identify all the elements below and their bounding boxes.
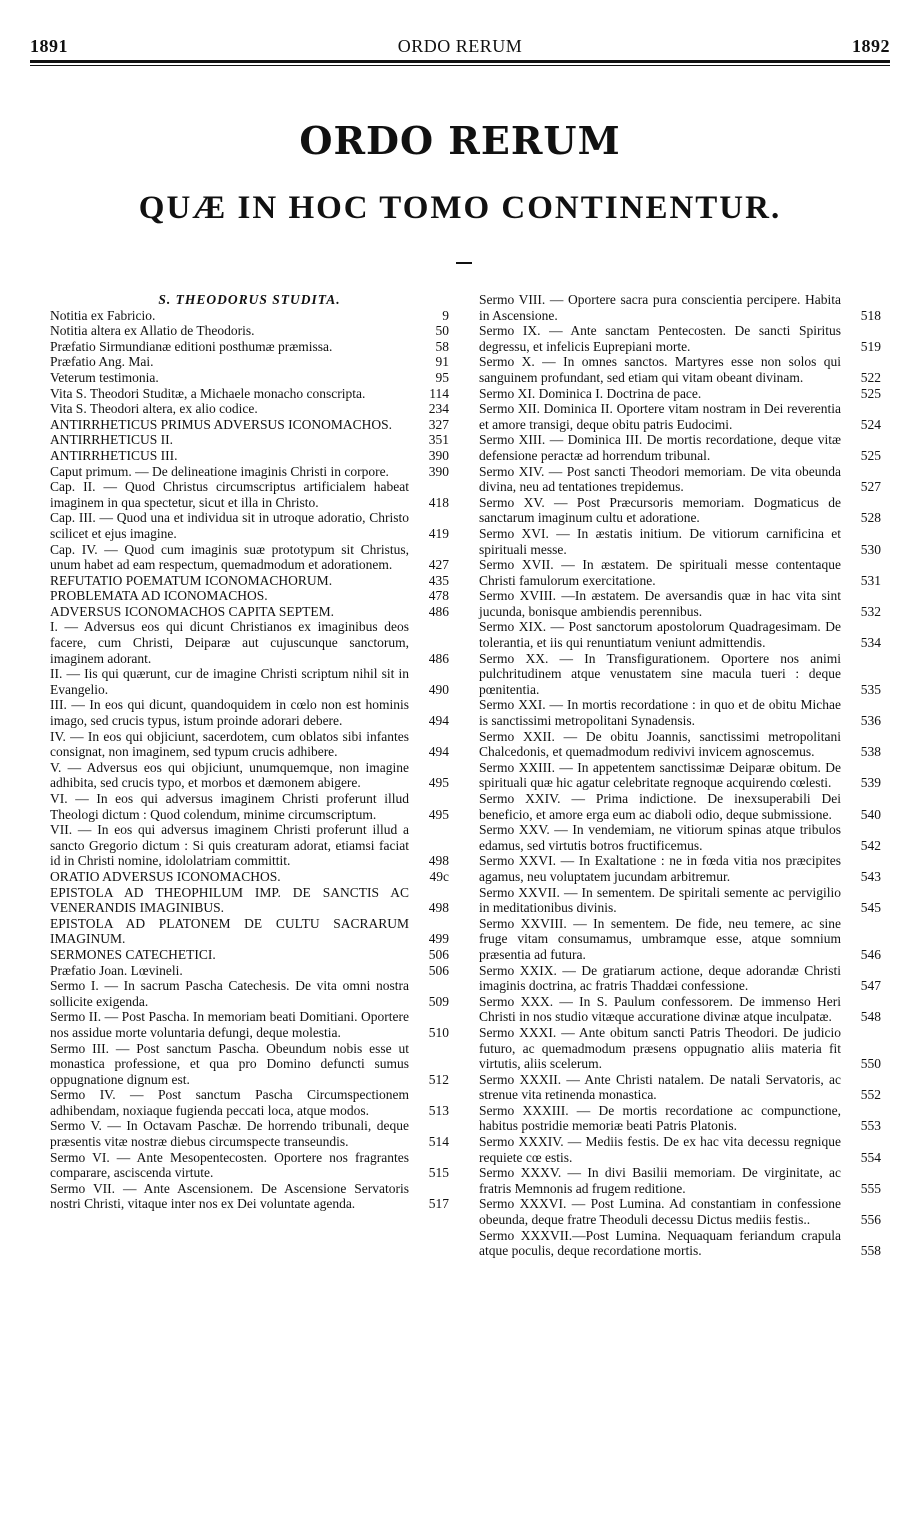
toc-entry bbox=[479, 401, 881, 432]
entry-page-number: 351 bbox=[428, 432, 449, 448]
entry-text: Sermo XXIX. — De gratiarum actione, deque adorandæ Christi imaginis doctrina, ac fratris Thaddæi confessione. bbox=[479, 962, 841, 994]
entry-page-number: 494 bbox=[428, 744, 449, 760]
entry-page-number: 498 bbox=[428, 853, 449, 869]
entry-text: EPISTOLA AD PLATONEM DE CULTU SACRARUM IMAGINUM. bbox=[50, 915, 409, 947]
left-entries-list bbox=[50, 308, 449, 1212]
toc-entry bbox=[50, 542, 449, 573]
toc-entry bbox=[479, 557, 881, 588]
entry-text: Sermo XXV. — In vendemiam, ne vitiorum spinas atque tribulos edamus, sed virtutis botros fructificemus. bbox=[479, 822, 841, 853]
entry-text: Sermo V. — In Octavam Paschæ. De horrendo tribunali, deque præsentis vitæ nostræ diebus circumspecte transeundis. bbox=[50, 1118, 409, 1150]
toc-entry bbox=[479, 1134, 881, 1165]
entry-page-number: 518 bbox=[860, 307, 881, 323]
toc-entry bbox=[50, 697, 449, 728]
right-page-number: 1892 bbox=[852, 36, 890, 56]
toc-entry bbox=[479, 791, 881, 822]
entry-text: Sermo XXVII. — In sementem. De spiritali semente ac pervigilio in meditationibus divinis. bbox=[479, 884, 841, 916]
entry-text: Caput primum. — De delineatione imaginis Christi in corpore. bbox=[50, 463, 389, 479]
entry-text: Sermo XXXIV. — Mediis festis. De ex hac vita decessu regnique requiete cœ estis. bbox=[479, 1134, 841, 1165]
entry-text: Sermo XXVI. — In Exaltatione : ne in fœda vitia nos præcipites agamus, neu voluptatem jucundam arbitremur. bbox=[479, 853, 841, 884]
entry-page-number: 9 bbox=[442, 307, 449, 323]
entry-page-number: 530 bbox=[860, 541, 881, 557]
entry-page-number: 553 bbox=[860, 1118, 881, 1134]
entry-page-number: 234 bbox=[428, 401, 449, 417]
toc-entry bbox=[479, 588, 881, 619]
toc-entry bbox=[479, 464, 881, 495]
toc-entry bbox=[50, 1181, 449, 1212]
entry-page-number: 552 bbox=[860, 1087, 881, 1103]
entry-text: Sermo XXXI. — Ante obitum sancti Patris Theodori. De judicio futuro, ac quemadmodum præsens oppugnatio aliis materia fit virtutis, aliis scelerum. bbox=[479, 1024, 841, 1072]
entry-text: Sermo VIII. — Oportere sacra pura conscientia percipere. Habita in Ascensione. bbox=[479, 292, 841, 323]
entry-page-number: 540 bbox=[860, 806, 881, 822]
entry-text: Sermo XVI. — In æstatis initium. De vitiorum carnificina et spirituali messe. bbox=[479, 525, 841, 557]
running-head bbox=[30, 36, 890, 58]
entry-text: Sermo II. — Post Pascha. In memoriam beati Domitiani. Oportere nos assidue morte voluntaria defungi, deque molestia. bbox=[50, 1009, 409, 1040]
toc-entry bbox=[479, 495, 881, 526]
entry-text: Sermo XXXII. — Ante Christi natalem. De natali Servatoris, ac strenue vita retinenda monastica. bbox=[479, 1071, 841, 1103]
entry-page-number: 419 bbox=[428, 525, 449, 541]
entry-text: EPISTOLA AD THEOPHILUM IMP. DE SANCTIS AC VENERANDIS IMAGINIBUS. bbox=[50, 884, 409, 916]
entry-text: IV. — In eos qui objiciunt, sacerdotem, cum oblatos sibi infantes consignat, non imaginem, sed typum crucis adhibere. bbox=[50, 728, 409, 760]
entry-page-number: 542 bbox=[860, 837, 881, 853]
toc-entry bbox=[479, 916, 881, 963]
entry-page-number: 513 bbox=[428, 1102, 449, 1118]
entry-page-number: 558 bbox=[860, 1243, 881, 1259]
entry-page-number: 532 bbox=[860, 603, 881, 619]
entry-text: Cap. III. — Quod una et individua sit in utroque adoratio, Christo scilicet et ejus imagine. bbox=[50, 510, 409, 541]
toc-entry bbox=[479, 963, 881, 994]
toc-entry bbox=[479, 1103, 881, 1134]
entry-text: Sermo XXI. — In mortis recordatione : in quo et de obitu Michae is sanctissimi metropolitani Synadensis. bbox=[479, 697, 841, 729]
entry-text: Sermo XI. Dominica I. Doctrina de pace. bbox=[479, 385, 702, 401]
toc-entry bbox=[479, 354, 881, 385]
left-column bbox=[50, 292, 449, 1212]
page-title: ORDO RERUM bbox=[299, 118, 621, 163]
entry-text: Sermo XXXVII.—Post Lumina. Nequaquam feriandum crapula atque poculis, deque recordatione mortis. bbox=[479, 1227, 841, 1259]
toc-entry bbox=[479, 994, 881, 1025]
toc-entry bbox=[479, 386, 881, 402]
toc-entry bbox=[50, 963, 449, 979]
entry-text: V. — Adversus eos qui objiciunt, unumquemque, non imagine adhibita, sed crucis typo, et morbos et dæmonem abigere. bbox=[50, 759, 409, 791]
entry-page-number: 528 bbox=[860, 510, 881, 526]
toc-entry bbox=[479, 1072, 881, 1103]
entry-page-number: 95 bbox=[435, 369, 449, 385]
entry-text: Sermo III. — Post sanctum Pascha. Obeundum nobis esse ut monastica professione, et qua pro Domino defuncti sumus oppugnatione dignum est. bbox=[50, 1040, 409, 1087]
toc-entry bbox=[479, 1025, 881, 1072]
entry-page-number: 512 bbox=[428, 1071, 449, 1087]
entry-page-number: 91 bbox=[435, 354, 449, 370]
toc-entry bbox=[479, 697, 881, 728]
entry-page-number: 547 bbox=[860, 978, 881, 994]
entry-page-number: 548 bbox=[860, 1009, 881, 1025]
entry-page-number: 514 bbox=[428, 1134, 449, 1150]
toc-entry bbox=[50, 666, 449, 697]
entry-page-number: 506 bbox=[428, 962, 449, 978]
entry-page-number: 506 bbox=[428, 946, 449, 962]
toc-entry bbox=[479, 853, 881, 884]
entry-page-number: 556 bbox=[860, 1212, 881, 1228]
entry-text: Notitia ex Fabricio. bbox=[50, 307, 156, 323]
toc-entry bbox=[50, 354, 449, 370]
entry-page-number: 499 bbox=[428, 931, 449, 947]
toc-entry bbox=[50, 323, 449, 339]
entry-text: Sermo XXII. — De obitu Joannis, sanctissimi metropolitani Chalcedonis, et quemadmodum redivivi invicem agnoscemus. bbox=[479, 728, 841, 760]
entry-text: Sermo XXXV. — In divi Basilii memoriam. De virginitate, ac fratris Memnonis ad frugem reditione. bbox=[479, 1165, 841, 1196]
entry-text: ANTIRRHETICUS PRIMUS ADVERSUS ICONOMACHOS. bbox=[50, 416, 393, 432]
toc-entry bbox=[50, 604, 449, 620]
entry-text: Præfatio Joan. Lœvineli. bbox=[50, 962, 183, 978]
toc-entry bbox=[50, 791, 449, 822]
toc-entry bbox=[50, 1118, 449, 1149]
entry-page-number: 494 bbox=[428, 713, 449, 729]
toc-entry bbox=[50, 729, 449, 760]
entry-text: Sermo XII. Dominica II. Oportere vitam nostram in Dei reverentia et amore transigi, deque obitu patris Eudocimi. bbox=[479, 401, 841, 432]
toc-entry bbox=[50, 370, 449, 386]
entry-text: II. — Iis qui quærunt, cur de imagine Christi scriptum nihil sit in Evangelio. bbox=[50, 666, 409, 697]
toc-entry bbox=[50, 386, 449, 402]
entry-page-number: 50 bbox=[435, 323, 449, 339]
entry-page-number: 510 bbox=[428, 1024, 449, 1040]
entry-page-number: 515 bbox=[428, 1165, 449, 1181]
toc-entry bbox=[50, 1150, 449, 1181]
toc-entry bbox=[50, 401, 449, 417]
entry-page-number: 427 bbox=[428, 557, 449, 573]
entry-page-number: 486 bbox=[428, 603, 449, 619]
toc-entry bbox=[50, 619, 449, 666]
entry-text: Sermo IX. — Ante sanctam Pentecosten. De sancti Spiritus degressu, et infelicis Euprepiani morte. bbox=[479, 323, 841, 354]
entry-text: Sermo XXIII. — In appetentem sanctissimæ Deiparæ obitum. De spirituali quæ hic agatur celebritate regnoque acquirendo cœlesti. bbox=[479, 759, 841, 791]
entry-page-number: 495 bbox=[428, 775, 449, 791]
header-rule bbox=[30, 60, 890, 63]
entry-text: Sermo IV. — Post sanctum Pascha Circumspectionem adhibendam, noxiaque fugienda peccati loca, atque modos. bbox=[50, 1087, 409, 1118]
right-column bbox=[479, 292, 881, 1259]
entry-text: Cap. IV. — Quod cum imaginis suæ prototypum sit Christus, unum habet ad eam respectum, quemadmodum et adorationem. bbox=[50, 541, 409, 573]
toc-entry bbox=[50, 869, 449, 885]
entry-page-number: 509 bbox=[428, 993, 449, 1009]
header-rule-thin bbox=[30, 65, 890, 66]
toc-entry bbox=[479, 651, 881, 698]
toc-entry bbox=[50, 510, 449, 541]
entry-text: Præfatio Sirmundianæ editioni posthumæ præmissa. bbox=[50, 338, 333, 354]
entry-page-number: 525 bbox=[860, 447, 881, 463]
entry-text: Sermo XV. — Post Præcursoris memoriam. Dogmaticus de sanctarum imaginum cultu et adoratione. bbox=[479, 494, 841, 526]
page-subtitle: QUÆ IN HOC TOMO CONTINENTUR. bbox=[138, 190, 782, 226]
right-entries-list bbox=[479, 292, 881, 1259]
entry-page-number: 536 bbox=[860, 713, 881, 729]
title-separator bbox=[456, 262, 472, 264]
toc-entry bbox=[50, 885, 449, 916]
toc-entry bbox=[50, 947, 449, 963]
toc-entry bbox=[479, 292, 881, 323]
entry-page-number: 390 bbox=[428, 463, 449, 479]
toc-entry bbox=[50, 448, 449, 464]
entry-page-number: 539 bbox=[860, 775, 881, 791]
entry-text: Sermo XXX. — In S. Paulum confessorem. De immenso Heri Christi in nos studio vitæque accuratione divinæ atque inculpatæ. bbox=[479, 993, 841, 1025]
toc-entry bbox=[50, 588, 449, 604]
running-title: ORDO RERUM bbox=[397, 36, 523, 56]
entry-page-number: 58 bbox=[435, 338, 449, 354]
entry-page-number: 498 bbox=[428, 900, 449, 916]
toc-entry bbox=[50, 760, 449, 791]
toc-entry bbox=[479, 822, 881, 853]
entry-text: ORATIO ADVERSUS ICONOMACHOS. bbox=[50, 868, 281, 884]
entry-page-number: 490 bbox=[428, 681, 449, 697]
entry-page-number: 522 bbox=[860, 369, 881, 385]
toc-entry bbox=[479, 323, 881, 354]
entry-text: Vita S. Theodori altera, ex alio codice. bbox=[50, 401, 258, 417]
entry-text: I. — Adversus eos qui dicunt Christianos ex imaginibus deos facere, cum Christi, Deiparæ aut cujuscunque sanctorum, imaginem adorant. bbox=[50, 619, 409, 666]
entry-page-number: 534 bbox=[860, 635, 881, 651]
toc-entry bbox=[50, 432, 449, 448]
toc-entry bbox=[50, 417, 449, 433]
entry-text: Sermo XXXIII. — De mortis recordatione ac compunctione, habitus postridie memoriæ beati Patris Platonis. bbox=[479, 1102, 841, 1134]
toc-entry bbox=[479, 885, 881, 916]
entry-text: Sermo XX. — In Transfigurationem. Oportere nos animi pulchritudinem atque venustatem sine macula tueri : deque pœnitentia. bbox=[479, 650, 841, 697]
entry-text: PROBLEMATA AD ICONOMACHOS. bbox=[50, 588, 268, 604]
entry-text: Sermo I. — In sacrum Pascha Catechesis. De vita omni nostra sollicite exigenda. bbox=[50, 978, 409, 1009]
entry-page-number: 478 bbox=[428, 588, 449, 604]
toc-entry bbox=[50, 822, 449, 869]
toc-entry bbox=[50, 978, 449, 1009]
toc-entry bbox=[479, 1196, 881, 1227]
entry-text: Sermo VI. — Ante Mesopentecosten. Oportere nos fragrantes comparare, asciscenda virtute. bbox=[50, 1149, 409, 1181]
toc-entry bbox=[479, 1165, 881, 1196]
entry-text: Sermo XVIII. —In æstatem. De aversandis quæ in hac vita sint jucunda, bonisque ambiendis perennibus. bbox=[479, 588, 841, 619]
entry-page-number: 486 bbox=[428, 650, 449, 666]
entry-page-number: 327 bbox=[428, 416, 449, 432]
toc-entry bbox=[50, 1041, 449, 1088]
toc-entry bbox=[50, 1009, 449, 1040]
entry-text: ANTIRRHETICUS II. bbox=[50, 432, 173, 448]
entry-page-number: 517 bbox=[428, 1196, 449, 1212]
entry-text: VI. — In eos qui adversus imaginem Christi proferunt illud Theologi dictum : Quod colendum, minime circumscriptum. bbox=[50, 791, 409, 822]
toc-entry bbox=[479, 619, 881, 650]
entry-text: VII. — In eos qui adversus imaginem Christi proferunt illud a sancto Gregorio dictum : Si quis creaturam adorat, etiamsi faciat id in Christi nomine, idololatriam committit. bbox=[50, 822, 409, 869]
entry-text: Præfatio Ang. Mai. bbox=[50, 354, 154, 370]
entry-text: Sermo XIX. — Post sanctorum apostolorum Quadragesimam. De tolerantia, et iis qui renuntiatum veniunt admittendis. bbox=[479, 619, 841, 651]
toc-entry bbox=[479, 526, 881, 557]
entry-page-number: 524 bbox=[860, 416, 881, 432]
entry-page-number: 49c bbox=[429, 868, 449, 884]
entry-page-number: 543 bbox=[860, 868, 881, 884]
toc-entry bbox=[50, 573, 449, 589]
entry-text: Notitia altera ex Allatio de Theodoris. bbox=[50, 323, 255, 339]
entry-page-number: 114 bbox=[429, 385, 449, 401]
toc-entry bbox=[479, 432, 881, 463]
entry-text: Vita S. Theodori Studitæ, a Michaele monacho conscripta. bbox=[50, 385, 366, 401]
entry-text: III. — In eos qui dicunt, quandoquidem in cœlo non est hominis imago, sed crucis typus, istum proinde adorari debere. bbox=[50, 697, 409, 729]
entry-text: ANTIRRHETICUS III. bbox=[50, 447, 178, 463]
entry-text: Veterum testimonia. bbox=[50, 369, 159, 385]
entry-text: Sermo XXVIII. — In sementem. De fide, neu temere, ac sine fruge vitam consumamus, umbramque esse, atque somnium præsentia ad futura. bbox=[479, 915, 841, 962]
entry-page-number: 527 bbox=[860, 479, 881, 495]
entry-page-number: 555 bbox=[860, 1180, 881, 1196]
entry-text: REFUTATIO POEMATUM ICONOMACHORUM. bbox=[50, 572, 333, 588]
entry-text: Sermo XIV. — Post sancti Theodori memoriam. De vita obeunda divina, neu ad tentationes trepidemus. bbox=[479, 463, 841, 495]
entry-text: ADVERSUS ICONOMACHOS CAPITA SEPTEM. bbox=[50, 603, 334, 619]
entry-text: Cap. II. — Quod Christus circumscriptus artificialem habeat imaginem in qua spectetur, sicut et illa in Christo. bbox=[50, 479, 409, 510]
entry-page-number: 418 bbox=[428, 494, 449, 510]
toc-entry bbox=[50, 464, 449, 480]
entry-page-number: 545 bbox=[860, 900, 881, 916]
entry-page-number: 546 bbox=[860, 946, 881, 962]
toc-entry bbox=[479, 729, 881, 760]
entry-text: Sermo XIII. — Dominica III. De mortis recordatione, deque vitæ defensione peractæ ad horrendum tribunal. bbox=[479, 432, 841, 463]
entry-text: Sermo VII. — Ante Ascensionem. De Ascensione Servatoris nostri Christi, vitaque inter nos ex Dei voluntate agenda. bbox=[50, 1180, 409, 1212]
toc-entry bbox=[479, 760, 881, 791]
toc-entry bbox=[50, 916, 449, 947]
entry-page-number: 554 bbox=[860, 1149, 881, 1165]
section-heading: S. THEODORUS STUDITA. bbox=[158, 292, 341, 307]
entry-page-number: 390 bbox=[428, 447, 449, 463]
entry-text: Sermo X. — In omnes sanctos. Martyres esse non solos qui sanguinem profundant, sed etiam qui vitam obeant divinam. bbox=[479, 354, 841, 385]
left-page-number: 1891 bbox=[30, 36, 68, 56]
entry-page-number: 538 bbox=[860, 744, 881, 760]
entry-text: Sermo XXXVI. — Post Lumina. Ad constantiam in confessione obeunda, deque fratre Theoduli decessu Dictus mediis festis.. bbox=[479, 1196, 841, 1228]
entry-text: Sermo XVII. — In æstatem. De spirituali messe contentaque Christi famulorum exercitatione. bbox=[479, 557, 841, 588]
entry-text: SERMONES CATECHETICI. bbox=[50, 946, 216, 962]
toc-entry bbox=[50, 1087, 449, 1118]
entry-page-number: 435 bbox=[428, 572, 449, 588]
entry-page-number: 550 bbox=[860, 1056, 881, 1072]
entry-page-number: 495 bbox=[428, 806, 449, 822]
entry-page-number: 531 bbox=[860, 572, 881, 588]
toc-entry bbox=[50, 339, 449, 355]
entry-page-number: 535 bbox=[860, 681, 881, 697]
toc-entry bbox=[479, 1228, 881, 1259]
entry-text: Sermo XXIV. — Prima indictione. De inexsuperabili Dei beneficio, et amore erga eum ac diaboli odio, deque submissione. bbox=[479, 791, 841, 822]
entry-page-number: 525 bbox=[860, 385, 881, 401]
entry-page-number: 519 bbox=[860, 338, 881, 354]
toc-entry bbox=[50, 479, 449, 510]
toc-entry bbox=[50, 308, 449, 324]
